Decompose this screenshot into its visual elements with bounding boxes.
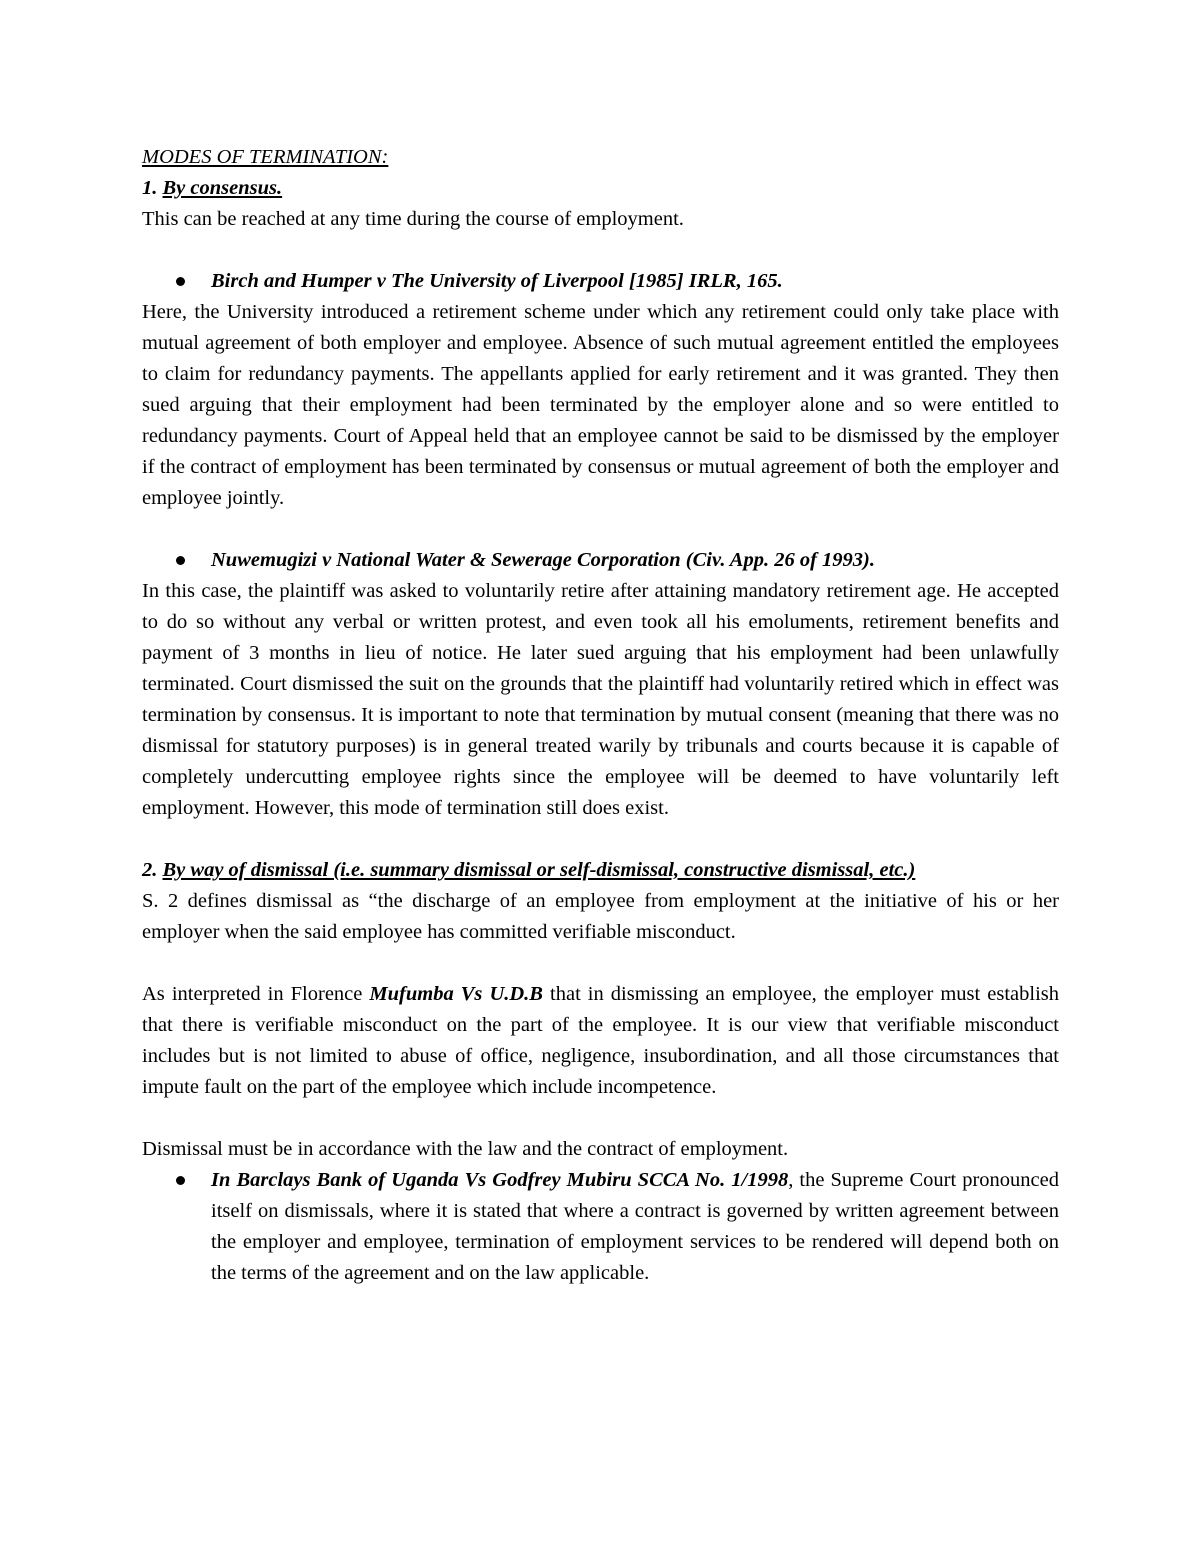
interpretation-prefix: As interpreted in Florence [142, 983, 370, 1005]
bullet-icon [176, 277, 185, 286]
section-1-heading [142, 173, 1059, 204]
interpretation-rest: that in dismissing an employee, the employer must establish that there is verifiable misconduct on the part of the employee. It is our view that verifiable misconduct includes but is not limited to abuse of office, negligence, insubordination, and all those circumstances that impute fault on the part of the employee which include incompetence. [142, 983, 1059, 1098]
bullet-icon [176, 556, 185, 565]
document-title: MODES OF TERMINATION: [142, 146, 389, 168]
spacer [142, 824, 1059, 855]
section-2-definition: S. 2 defines dismissal as “the discharge of an employee from employment at the initiative of his or her employer when the said employee has committed verifiable misconduct. [142, 890, 1059, 943]
section-1-intro: This can be reached at any time during the course of employment. [142, 208, 684, 230]
case-1-citation: Birch and Humper v The University of Liverpool [1985] IRLR, 165. [211, 270, 783, 292]
case-1-text: Here, the University introduced a retirement scheme under which any retirement could only take place with mutual agreement of both employer and employee. Absence of such mutual agreement entitled the employees to claim for redundancy payments. The appellants applied for early retirement and it was granted. They then sued arguing that their employment had been terminated by the employer alone and so were entitled to redundancy payments. Court of Appeal held that an employee cannot be said to be dismissed by the employer if the contract of employment has been terminated by consensus or mutual agreement of both the employer and employee jointly. [142, 301, 1059, 509]
interpretation-case: Mufumba Vs U.D.B [369, 983, 543, 1005]
case-2-bullet [142, 545, 1059, 576]
section-2-interpretation [142, 979, 1059, 1103]
section-1-number: 1. [142, 177, 158, 199]
spacer [142, 1103, 1059, 1134]
spacer [142, 514, 1059, 545]
case-3-citation: In Barclays Bank of Uganda Vs Godfrey Mubiru SCCA No. 1/1998 [211, 1169, 789, 1191]
section-2-heading-text: By way of dismissal (i.e. summary dismissal or self-dismissal, constructive dismissal, etc.) [162, 859, 916, 881]
case-3-text: , the Supreme Court pronounced itself on dismissals, where it is stated that where a contract is governed by written agreement between the employer and employee, termination of employment services to be rendered will depend both on the terms of the agreement and on the law applicable. [211, 1169, 1059, 1284]
bullet-icon [176, 1176, 185, 1185]
case-2-text: In this case, the plaintiff was asked to voluntarily retire after attaining mandatory retirement age. He accepted to do so without any verbal or written protest, and even took all his emoluments, retirement benefits and payment of 3 months in lieu of notice. He later sued arguing that his employment had been unlawfully terminated. Court dismissed the suit on the grounds that the plaintiff had voluntarily retired which in effect was termination by consensus. It is important to note that termination by mutual consent (meaning that there was no dismissal for statutory purposes) is in general treated warily by tribunals and courts because it is capable of completely undercutting employee rights since the employee will be deemed to have voluntarily left employment. However, this mode of termination still does exist. [142, 580, 1059, 819]
spacer [142, 235, 1059, 266]
case-1-bullet [142, 266, 1059, 297]
section-2-number: 2. [142, 859, 158, 881]
spacer [142, 948, 1059, 979]
case-2-citation: Nuwemugizi v National Water & Sewerage Corporation (Civ. App. 26 of 1993). [211, 549, 876, 571]
document-page [142, 142, 1059, 1289]
case-3-bullet [142, 1165, 1059, 1289]
section-2-law-line: Dismissal must be in accordance with the law and the contract of employment. [142, 1138, 789, 1160]
section-1-heading-text: By consensus. [162, 177, 283, 199]
section-2-heading [142, 855, 1059, 886]
